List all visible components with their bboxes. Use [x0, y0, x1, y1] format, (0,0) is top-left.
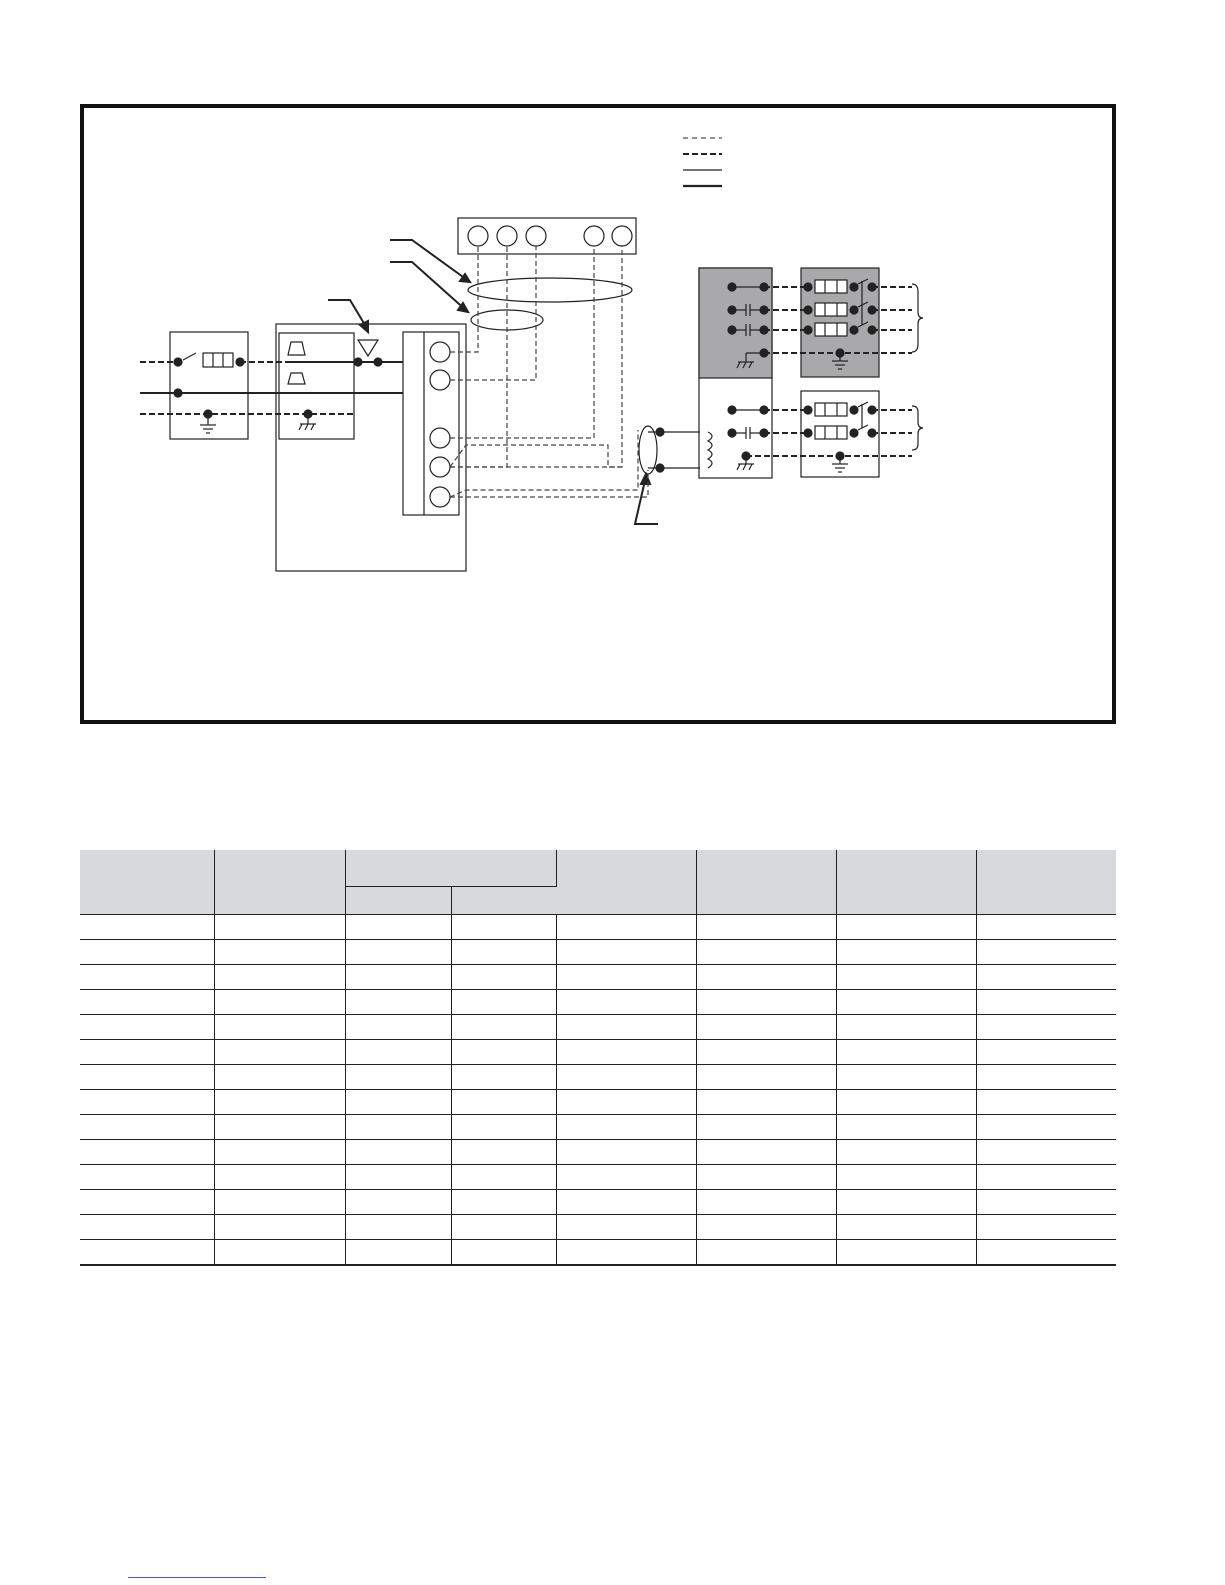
- table-cell: [451, 990, 556, 1015]
- table-cell: [836, 1165, 976, 1190]
- table-cell: [976, 915, 1116, 940]
- table-cell: [836, 990, 976, 1015]
- table-cell: [696, 1090, 836, 1115]
- table-cell: [214, 915, 345, 940]
- table-cell: [345, 1040, 451, 1065]
- table-cell: [214, 1165, 345, 1190]
- table-cell: [345, 1115, 451, 1140]
- table-cell: [451, 915, 556, 940]
- table-cell: [451, 1065, 556, 1090]
- table-cell: [696, 1015, 836, 1040]
- table-cell: [556, 1015, 696, 1040]
- table-cell: [80, 915, 214, 940]
- table-row: [80, 1015, 1116, 1040]
- table-cell: [80, 1115, 214, 1140]
- table-cell: [80, 1065, 214, 1090]
- footer-link[interactable]: [128, 1577, 266, 1578]
- table-cell: [345, 915, 451, 940]
- table-header-col-2: [214, 850, 345, 915]
- table-cell: [451, 1165, 556, 1190]
- table-cell: [976, 1115, 1116, 1140]
- table-cell: [556, 1240, 696, 1266]
- table-cell: [556, 1190, 696, 1215]
- table-cell: [214, 990, 345, 1015]
- table-cell: [976, 990, 1116, 1015]
- table-cell: [345, 1165, 451, 1190]
- table-cell: [976, 1065, 1116, 1090]
- table-cell: [214, 1040, 345, 1065]
- table-cell: [976, 1165, 1116, 1190]
- table-row: [80, 1165, 1116, 1190]
- table-cell: [214, 1140, 345, 1165]
- table-cell: [80, 965, 214, 990]
- table-header-col-1: [80, 850, 214, 915]
- table-row: [80, 1115, 1116, 1140]
- table-cell: [80, 1140, 214, 1165]
- table-cell: [976, 1040, 1116, 1065]
- leader-arrows: [328, 240, 658, 524]
- table-cell: [80, 1215, 214, 1240]
- table-cell: [696, 1165, 836, 1190]
- table-cell: [556, 1115, 696, 1140]
- table-cell: [451, 1140, 556, 1165]
- supply-brace-upper: [912, 284, 923, 352]
- table-cell: [451, 1190, 556, 1215]
- table-cell: [976, 940, 1116, 965]
- table-cell: [556, 965, 696, 990]
- table-header-group: [345, 850, 556, 886]
- table-cell: [345, 1215, 451, 1240]
- table-cell: [214, 1015, 345, 1040]
- table-cell: [345, 990, 451, 1015]
- table-row: [80, 1140, 1116, 1165]
- table-cell: [696, 1065, 836, 1090]
- table-cell: [836, 1090, 976, 1115]
- supply-brace-lower: [912, 406, 923, 450]
- table-cell: [976, 1015, 1116, 1040]
- table-cell: [556, 1140, 696, 1165]
- table-cell: [976, 1140, 1116, 1165]
- table-cell: [976, 965, 1116, 990]
- table-row: [80, 1040, 1116, 1065]
- wiring-diagram: [0, 0, 1225, 740]
- table-cell: [556, 990, 696, 1015]
- table-cell: [696, 990, 836, 1015]
- table-cell: [696, 965, 836, 990]
- conduit-oval: [639, 426, 657, 474]
- table-cell: [976, 1090, 1116, 1115]
- table-row: [80, 990, 1116, 1015]
- table-cell: [345, 1015, 451, 1040]
- table-row: [80, 1190, 1116, 1215]
- outdoor-unit-panel: [699, 268, 772, 478]
- transformer-coil-icon: [708, 432, 712, 468]
- disconnect-box: [170, 332, 248, 439]
- table-cell: [976, 1190, 1116, 1215]
- table-cell: [345, 1065, 451, 1090]
- table-cell: [80, 940, 214, 965]
- table-cell: [976, 1240, 1116, 1266]
- table-cell: [214, 965, 345, 990]
- table-cell: [556, 915, 696, 940]
- table-cell: [696, 1140, 836, 1165]
- table-cell: [836, 1140, 976, 1165]
- table-cell: [976, 1215, 1116, 1240]
- table-cell: [451, 1115, 556, 1140]
- table-cell: [451, 1090, 556, 1115]
- table-cell: [836, 915, 976, 940]
- table-row: [80, 965, 1116, 990]
- table-cell: [80, 990, 214, 1015]
- table-cell: [836, 1015, 976, 1040]
- table-cell: [696, 940, 836, 965]
- table-cell: [345, 965, 451, 990]
- table-cell: [556, 940, 696, 965]
- table-cell: [696, 1040, 836, 1065]
- table-cell: [696, 1190, 836, 1215]
- table-cell: [836, 1065, 976, 1090]
- table-header-col-6: [696, 850, 836, 915]
- power-wiring: [140, 362, 403, 414]
- table-cell: [451, 1015, 556, 1040]
- table-cell: [696, 1215, 836, 1240]
- table-cell: [451, 1215, 556, 1240]
- heater-element-icon-2: [288, 373, 305, 384]
- table-cell: [556, 1040, 696, 1065]
- table-cell: [80, 1240, 214, 1266]
- heater-element-icon-1: [288, 342, 305, 355]
- table-cell: [345, 1090, 451, 1115]
- table-cell: [451, 940, 556, 965]
- table-cell: [451, 1040, 556, 1065]
- top-terminal-strip: [458, 218, 636, 254]
- table-cell: [80, 1015, 214, 1040]
- table-cell: [836, 1240, 976, 1266]
- line-legend: [683, 138, 722, 186]
- cable-bundle-oval-large: [468, 278, 632, 302]
- table-cell: [80, 1190, 214, 1215]
- table-cell: [836, 1115, 976, 1140]
- table-cell: [836, 1040, 976, 1065]
- table-cell: [696, 1240, 836, 1266]
- table-cell: [836, 965, 976, 990]
- table-cell: [214, 1240, 345, 1266]
- table-cell: [696, 1115, 836, 1140]
- table-cell: [836, 940, 976, 965]
- table-cell: [556, 1090, 696, 1115]
- table-header-col-8: [976, 850, 1116, 915]
- table-cell: [345, 1240, 451, 1266]
- table-cell: [556, 1215, 696, 1240]
- table-cell: [556, 1165, 696, 1190]
- table-cell: [214, 1065, 345, 1090]
- table-cell: [214, 1115, 345, 1140]
- table-body: [80, 915, 1116, 1266]
- table-cell: [214, 1215, 345, 1240]
- table-cell: [80, 1090, 214, 1115]
- table-header-col-7: [836, 850, 976, 915]
- table-row: [80, 1215, 1116, 1240]
- table-cell: [451, 965, 556, 990]
- table-row: [80, 1065, 1116, 1090]
- table-row: [80, 940, 1116, 965]
- table-cell: [556, 1065, 696, 1090]
- table-header-col-5: [556, 850, 696, 915]
- table-cell: [451, 1240, 556, 1266]
- shaded-breaker-box: [801, 268, 879, 377]
- table-cell: [214, 1090, 345, 1115]
- table-cell: [214, 940, 345, 965]
- table-cell: [836, 1190, 976, 1215]
- table-subheader-2: [451, 886, 556, 914]
- table-row: [80, 1090, 1116, 1115]
- table-cell: [345, 940, 451, 965]
- breaker-box: [801, 391, 879, 477]
- table-cell: [836, 1215, 976, 1240]
- table-subheader-1: [345, 886, 451, 914]
- table-cell: [80, 1040, 214, 1065]
- table-cell: [345, 1140, 451, 1165]
- table-cell: [214, 1190, 345, 1215]
- ground-wire-triangle-icon: [358, 340, 378, 356]
- specification-table: [80, 850, 1116, 1266]
- table-row: [80, 915, 1116, 940]
- table-cell: [696, 915, 836, 940]
- table-cell: [345, 1190, 451, 1215]
- table-cell: [80, 1165, 214, 1190]
- table-row: [80, 1240, 1116, 1266]
